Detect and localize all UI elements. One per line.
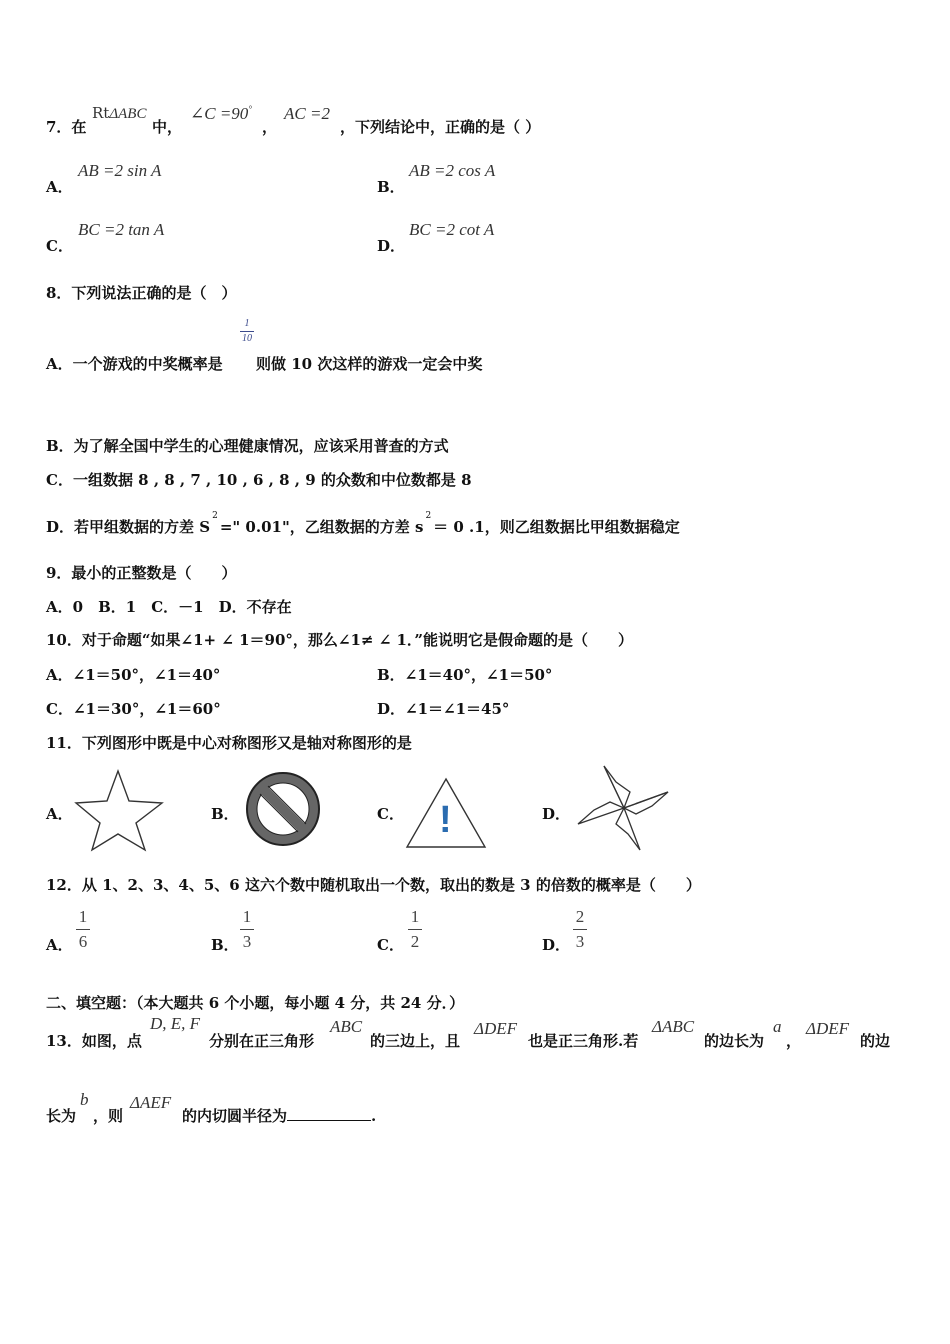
q11-stem: 11．下列图形中既是中心对称图形又是轴对称图形的是 xyxy=(46,734,412,752)
answer-blank[interactable] xyxy=(287,1106,371,1121)
q7-option-a-label: A． xyxy=(46,178,73,196)
q7-tail: ，下列结论中，正确的是（ ） xyxy=(340,118,541,136)
q13-p6: ， xyxy=(786,1032,802,1050)
q9-stem: 9．最小的正整数是（ ） xyxy=(46,564,237,582)
q8-option-b: B．为了解全国中学生的心理健康情况，应该采用普查的方式 xyxy=(46,437,449,455)
q7-number: 7．在 xyxy=(46,118,87,136)
q8-frac-num: 1 xyxy=(244,318,250,329)
q7-option-b-label: B． xyxy=(377,178,405,196)
q8-d-sup1: 2 xyxy=(212,511,218,521)
q8-d-part3: ＝ 0 .1，则乙组数据比甲组数据稳定 xyxy=(433,518,680,536)
q7-option-c-label: C． xyxy=(46,237,73,255)
q7-tri: ΔABC xyxy=(109,106,147,122)
q11-label-c: C． xyxy=(377,805,404,823)
q8-option-d xyxy=(46,511,680,537)
q8-option-a-post: 则做 10 次这样的游戏一定会中奖 xyxy=(256,355,483,373)
q13-tri-aef: ΔAEF xyxy=(130,1093,172,1112)
q7-option-c-expr: BC =2 tan A xyxy=(78,220,165,239)
q13-abc: ABC xyxy=(330,1017,363,1036)
q8-frac-bar xyxy=(240,331,254,332)
q12-stem: 12．从 1、2、3、4、5、6 这六个数中随机取出一个数，取出的数是 3 的倍数的概率是（ ） xyxy=(46,876,701,894)
q9-options: A．0 B．1 C．－1 D．不存在 xyxy=(46,598,292,616)
q7-angle-text: ∠C =90 xyxy=(190,104,249,123)
q8-option-c: C．一组数据 8 , 8 , 7 , 10 , 6 , 8 , 9 的众数和中位数都是 8 xyxy=(46,471,472,489)
q12-option-a-label: A． xyxy=(46,936,73,954)
q13-p4: 也是正三角形.若 xyxy=(528,1032,639,1050)
q13-b: b xyxy=(80,1090,89,1109)
frac-num: 2 xyxy=(575,907,585,926)
q7-rt: Rt xyxy=(92,104,110,122)
q12-option-a-fraction xyxy=(76,906,90,953)
q13-points: D, E, F xyxy=(150,1014,201,1033)
frac-num: 1 xyxy=(410,907,420,926)
frac-bar xyxy=(573,929,587,930)
section-2-heading: 二、填空题：（本大题共 6 个小题，每小题 4 分，共 24 分．） xyxy=(46,994,465,1012)
q13-p3: 的三边上，且 xyxy=(370,1032,461,1050)
q13-p5: 的边长为 xyxy=(704,1032,765,1050)
pinwheel-shape xyxy=(574,762,672,854)
q10-option-a: A．∠1＝50°，∠1＝40° xyxy=(46,666,221,684)
frac-num: 1 xyxy=(78,907,88,926)
q13-tri-def: ΔDEF xyxy=(474,1019,518,1038)
q8-d-part1: D．若甲组数据的方差 S xyxy=(46,518,211,536)
q13-line2-text: 的内切圆半径为 xyxy=(182,1107,288,1125)
q13-p7: 的边 xyxy=(860,1032,891,1050)
frac-den: 3 xyxy=(575,932,585,951)
frac-den: 3 xyxy=(242,932,252,951)
q7-option-a-expr: AB =2 sin A xyxy=(78,161,162,180)
q7-degree: ° xyxy=(248,104,252,114)
no-sign-shape xyxy=(242,768,324,850)
q12-option-c-fraction xyxy=(408,906,422,953)
q10-stem: 10．对于命题“如果∠1+ ∠ 1＝90°，那么∠1≠ ∠ 1．”能说明它是假命题的是（ ） xyxy=(46,631,634,649)
frac-den: 6 xyxy=(78,932,88,951)
frac-bar xyxy=(408,929,422,930)
q8-option-a-fraction xyxy=(240,318,254,345)
q8-d-sup2: 2 xyxy=(425,511,432,521)
q8-frac-den: 10 xyxy=(242,333,252,344)
q7-triangle xyxy=(92,104,146,123)
q13-tri-abc: ΔABC xyxy=(652,1017,695,1036)
q7-option-d-expr: BC =2 cot A xyxy=(409,220,495,239)
frac-num: 1 xyxy=(242,907,252,926)
q10-option-d: D．∠1＝∠1＝45° xyxy=(377,700,510,718)
q12-option-b-fraction xyxy=(240,906,254,953)
q8-option-a-pre: A．一个游戏的中奖概率是 xyxy=(46,355,223,373)
q13-p2: 分别在正三角形 xyxy=(209,1032,315,1050)
q8-stem: 8．下列说法正确的是（ ） xyxy=(46,284,237,302)
q7-ac: AC =2 xyxy=(284,104,330,123)
q13-line2-p3 xyxy=(182,1105,376,1126)
q10-option-c: C．∠1＝30°，∠1＝60° xyxy=(46,700,221,718)
q13-a: a xyxy=(773,1017,782,1036)
frac-bar xyxy=(76,929,90,930)
q12-option-c-label: C． xyxy=(377,936,404,954)
q11-label-d: D． xyxy=(542,805,571,823)
q12-option-b-label: B． xyxy=(211,936,239,954)
q12-option-d-fraction xyxy=(573,906,587,953)
q7-option-d-label: D． xyxy=(377,237,406,255)
q7-mid: 中， xyxy=(152,118,183,136)
q7-comma: ， xyxy=(262,118,278,136)
frac-den: 2 xyxy=(410,932,420,951)
q13-p1: 13．如图，点 xyxy=(46,1032,142,1050)
q13-line2-end: . xyxy=(371,1107,377,1125)
q11-label-b: B． xyxy=(211,805,239,823)
warning-mark: ! xyxy=(439,799,452,841)
q10-option-b: B．∠1＝40°，∠1＝50° xyxy=(377,666,553,684)
frac-bar xyxy=(240,929,254,930)
q13-line2-p2: ，则 xyxy=(93,1107,124,1125)
q7-angle xyxy=(190,104,252,124)
q13-line2-p1: 长为 xyxy=(46,1107,77,1125)
q12-option-d-label: D． xyxy=(542,936,571,954)
q11-label-a: A． xyxy=(46,805,73,823)
star-shape xyxy=(74,768,166,852)
q8-d-part2: =" 0.01"，乙组数据的方差 s xyxy=(219,518,424,536)
q13-tri-def-2: ΔDEF xyxy=(806,1019,850,1038)
q7-option-b-expr: AB =2 cos A xyxy=(409,161,496,180)
